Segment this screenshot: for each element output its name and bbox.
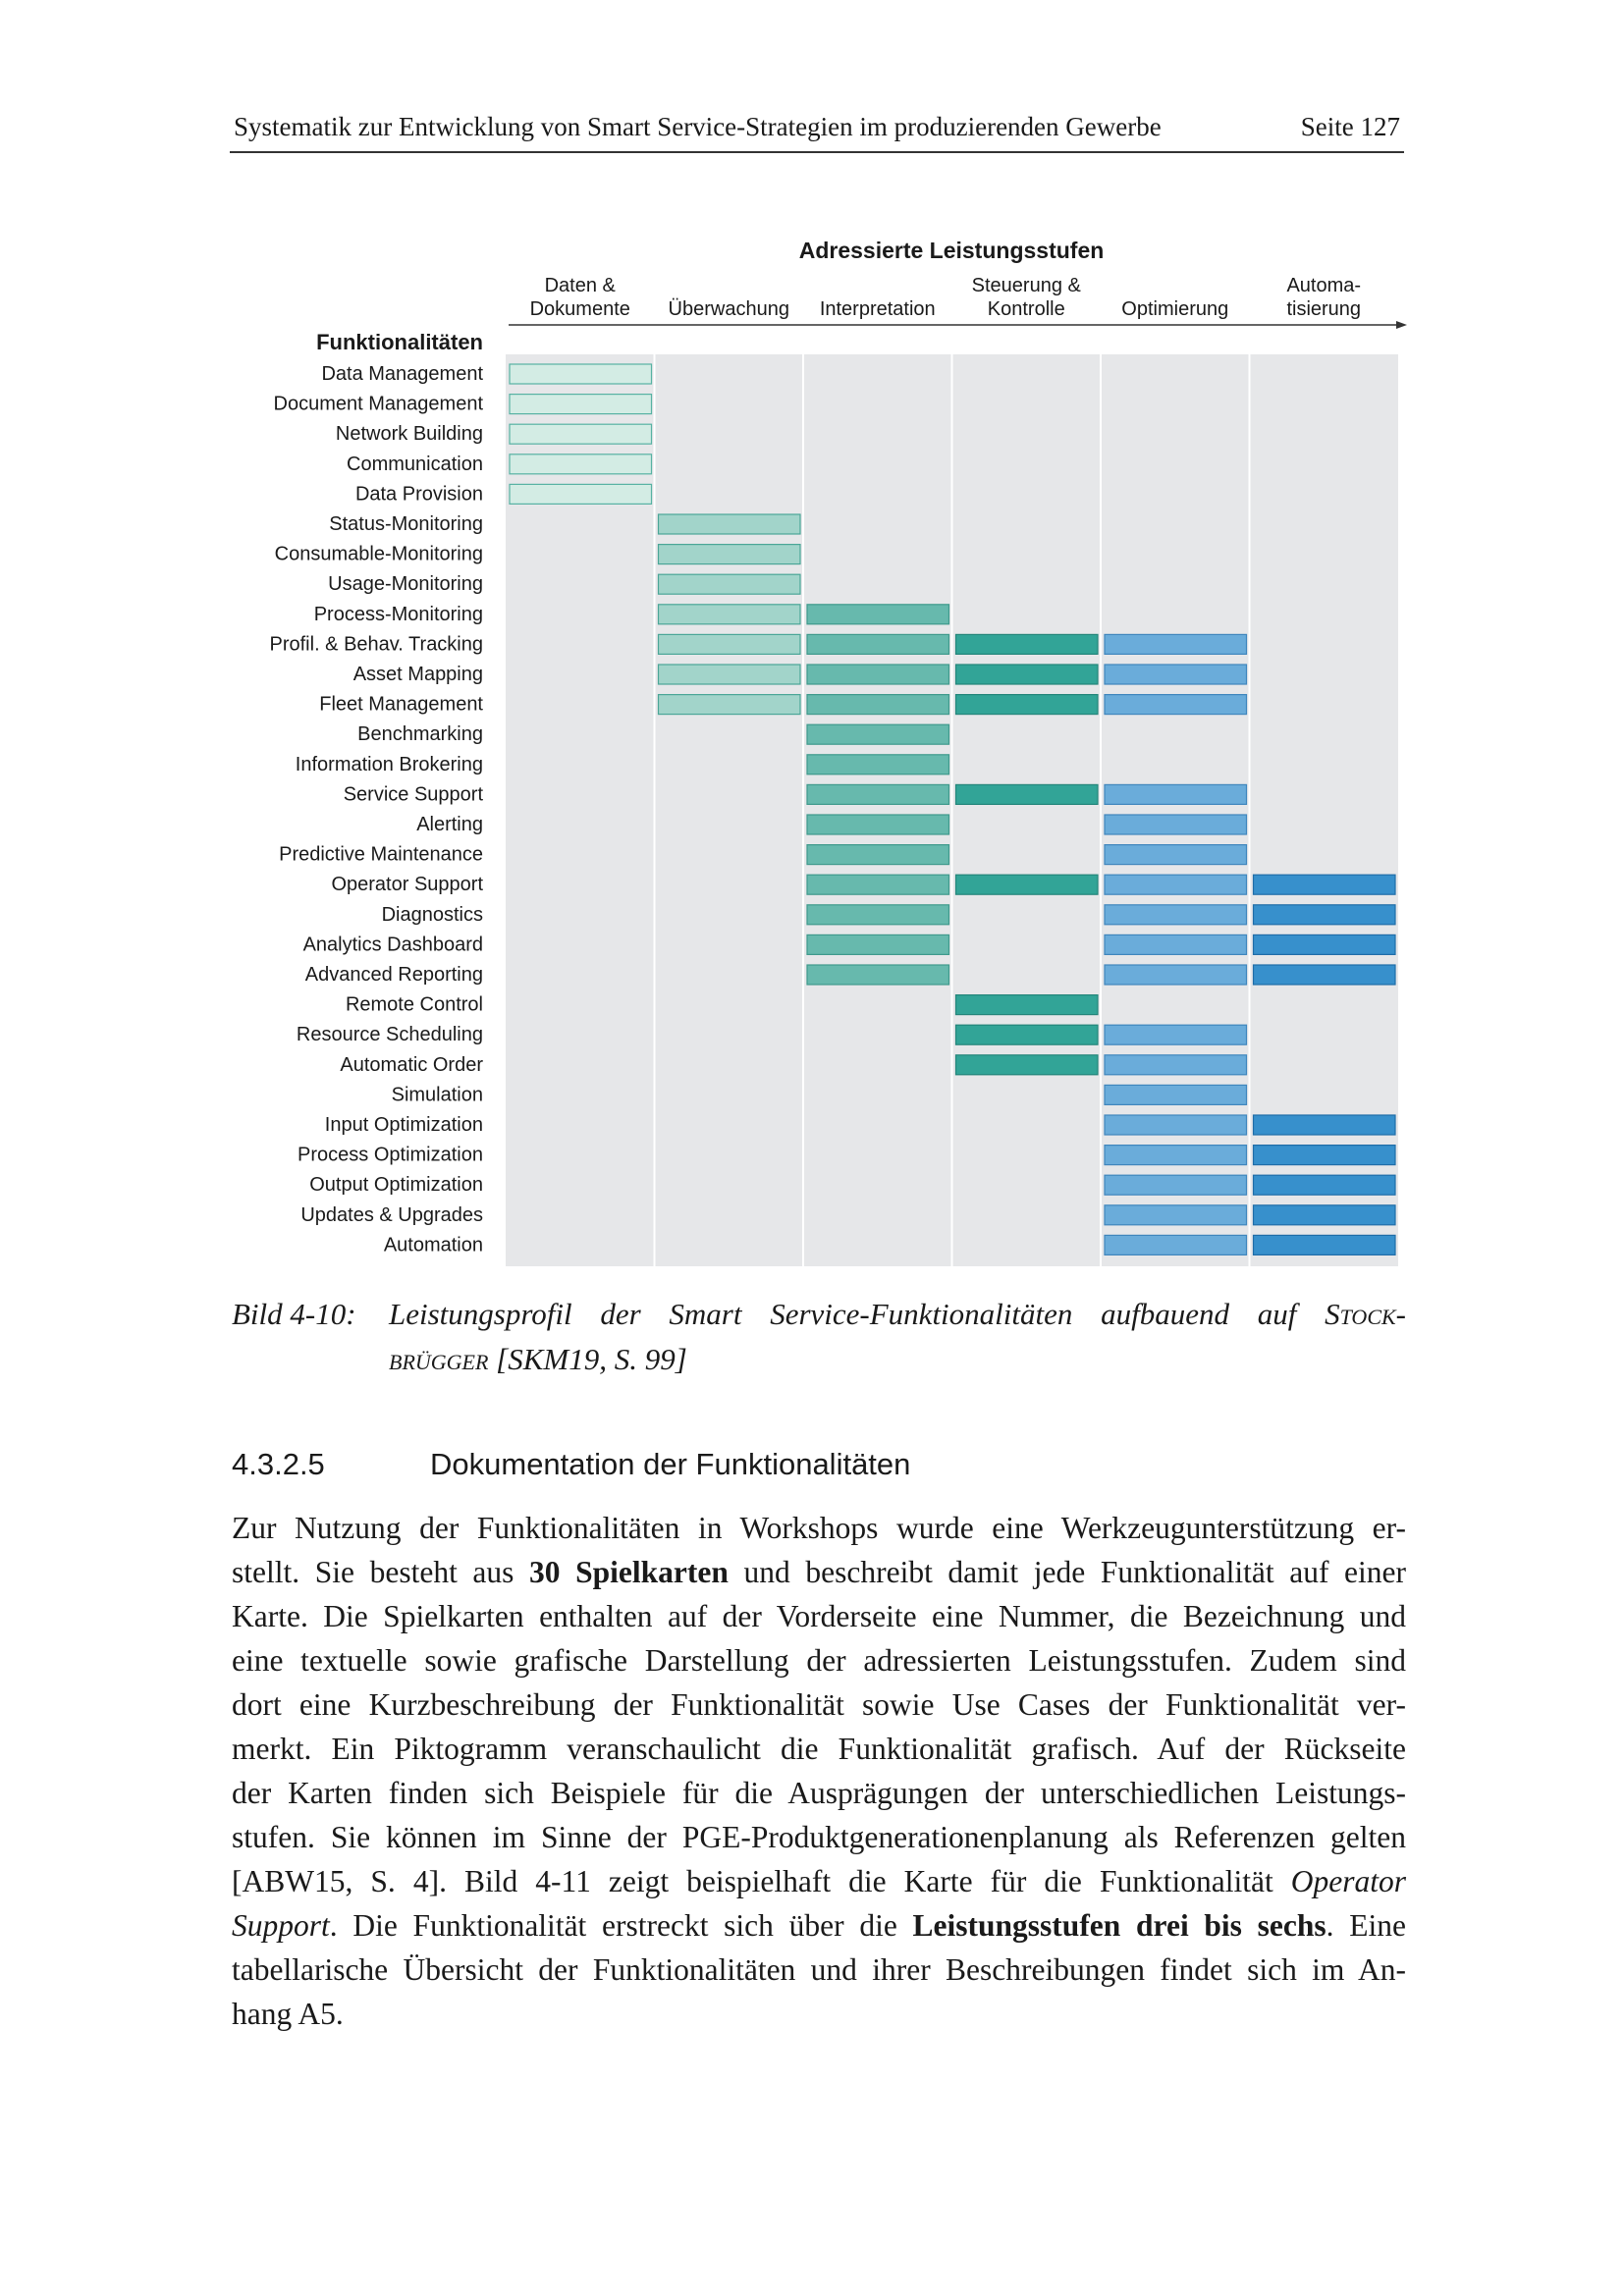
row-label: Process Optimization <box>298 1144 483 1166</box>
body-text-run: stellt. Sie besteht aus <box>232 1555 530 1589</box>
column-header-line: Überwachung <box>668 298 789 320</box>
level-bar <box>956 784 1099 804</box>
level-bar <box>1105 905 1247 925</box>
level-bar <box>807 875 949 894</box>
body-line: Zur Nutzung der Funktionalitäten in Workshops wurde eine Werkzeugunterstützung er- <box>232 1511 1406 1545</box>
body-line: stufen. Sie können im Sinne der PGE-Produktgenerationenplanung als Referenzen gelten <box>232 1820 1406 1854</box>
body-text-run: . Eine <box>1326 1908 1406 1943</box>
body-line <box>232 1859 1406 1903</box>
body-line: der Karten finden sich Beispiele für die Ausprägungen der unterschiedlichen Leistungs- <box>232 1776 1406 1810</box>
level-bar <box>1254 1205 1396 1225</box>
row-label: Fleet Management <box>319 693 483 716</box>
row-label: Document Management <box>273 393 483 415</box>
row-label: Service Support <box>343 783 483 806</box>
level-bar <box>510 424 652 444</box>
body-italic-run: Support <box>232 1908 330 1943</box>
body-line: Karte. Die Spielkarten enthalten auf der Vorderseite eine Nummer, die Bezeichnung und <box>232 1599 1406 1633</box>
level-bar <box>956 1055 1099 1075</box>
body-text-run: [ABW15, S. 4]. Bild 4-11 zeigt beispielhaft die Karte für die Funktionalität <box>232 1864 1291 1898</box>
level-bar <box>1105 695 1247 715</box>
level-bar <box>956 695 1099 715</box>
level-bar <box>1254 934 1396 954</box>
level-bar <box>659 665 801 684</box>
row-label: Communication <box>347 453 483 475</box>
level-bar <box>1105 845 1247 865</box>
level-bar <box>1254 1115 1396 1135</box>
level-bar <box>1105 815 1247 834</box>
level-bar <box>807 634 949 654</box>
figure-performance-profile <box>230 224 1408 1274</box>
level-bar <box>1105 784 1247 804</box>
level-bar <box>510 364 652 384</box>
row-label: Remote Control <box>345 993 483 1016</box>
level-bar <box>1254 1175 1396 1195</box>
row-label: Asset Mapping <box>352 664 483 685</box>
level-bar <box>1254 875 1396 894</box>
column-header-line: Interpretation <box>819 298 936 320</box>
column-header-line: Daten & <box>544 275 616 296</box>
running-head-title: Systematik zur Entwicklung von Smart Service-Strategien im produzierenden Gewerbe <box>234 112 1162 141</box>
level-bar <box>956 995 1099 1015</box>
caption-line-2 <box>389 1337 687 1382</box>
level-bar <box>659 514 801 534</box>
axis-arrowhead <box>1396 321 1407 329</box>
level-bar <box>1105 1146 1247 1165</box>
body-line: dort eine Kurzbeschreibung der Funktionalität sowie Use Cases der Funktionalität ver- <box>232 1687 1406 1722</box>
level-bar <box>807 665 949 684</box>
caption-label: Bild 4-10: <box>232 1297 356 1331</box>
level-bar <box>659 695 801 715</box>
level-bar <box>1105 1235 1247 1255</box>
level-bar <box>1105 1025 1247 1044</box>
row-label: Consumable-Monitoring <box>274 543 483 565</box>
row-label: Updates & Upgrades <box>300 1203 483 1226</box>
column-header-line: Dokumente <box>529 298 630 320</box>
row-label: Data Provision <box>354 483 483 506</box>
level-bar <box>807 755 949 774</box>
level-bar <box>1254 965 1396 985</box>
row-label: Data Management <box>321 363 483 385</box>
body-text-run: und beschreibt damit jede Funktionalität auf einer <box>728 1555 1406 1589</box>
level-bar <box>807 934 949 954</box>
caption-text: Leistungsprofil der Smart Service-Funktionalitäten aufbauend auf <box>389 1297 1326 1331</box>
row-label: Process-Monitoring <box>313 603 483 625</box>
level-bar <box>1105 634 1247 654</box>
body-bold-run: Leistungsstufen drei bis sechs <box>912 1908 1326 1943</box>
caption-line-1 <box>389 1292 1406 1337</box>
section-number: 4.3.2.5 <box>232 1447 325 1481</box>
column-header-line: Automa- <box>1286 275 1362 296</box>
level-bar <box>956 1025 1099 1044</box>
level-bar <box>510 484 652 504</box>
body-line <box>232 1903 1406 1948</box>
body-line: merkt. Ein Piktogramm veranschaulicht die Funktionalität grafisch. Auf der Rückseite <box>232 1732 1406 1766</box>
caption-author-part1: Stock- <box>1325 1297 1406 1331</box>
row-label: Automatic Order <box>340 1053 483 1076</box>
row-label: Simulation <box>391 1084 483 1106</box>
row-label: Output Optimization <box>309 1174 483 1197</box>
level-bar <box>1105 1055 1247 1075</box>
row-label: Advanced Reporting <box>304 964 483 986</box>
level-bar <box>807 815 949 834</box>
body-paragraph <box>232 1506 1406 2036</box>
body-line <box>232 1550 1406 1594</box>
row-label: Status-Monitoring <box>329 513 483 535</box>
row-label: Analytics Dashboard <box>302 934 483 956</box>
row-label: Diagnostics <box>381 903 483 926</box>
chart-title: Adressierte Leistungsstufen <box>798 238 1105 263</box>
level-bar <box>1105 1175 1247 1195</box>
level-bar <box>1105 934 1247 954</box>
column-header-line: Steuerung & <box>971 275 1081 296</box>
row-label: Benchmarking <box>357 723 483 746</box>
body-line: tabellarische Übersicht der Funktionalitäten und ihrer Beschreibungen findet sich im An- <box>232 1952 1406 1987</box>
level-bar <box>1105 1115 1247 1135</box>
row-label: Input Optimization <box>324 1114 483 1136</box>
level-bar <box>1105 875 1247 894</box>
row-header: Funktionalitäten <box>316 330 483 354</box>
body-line: eine textuelle sowie grafische Darstellung der adressierten Leistungsstufen. Zudem sind <box>232 1643 1406 1678</box>
row-label: Operator Support <box>331 874 483 896</box>
body-bold-run: 30 Spielkarten <box>529 1555 729 1589</box>
body-line: hang A5. <box>232 1997 344 2031</box>
level-bar <box>807 965 949 985</box>
level-bar <box>807 695 949 715</box>
row-label: Predictive Maintenance <box>279 843 483 866</box>
level-bar <box>1254 1235 1396 1255</box>
column-header-line: tisierung <box>1286 298 1362 320</box>
level-bar <box>807 845 949 865</box>
body-italic-run: Operator <box>1290 1864 1406 1898</box>
column-header-line: Kontrolle <box>987 298 1065 320</box>
level-bar <box>956 875 1099 894</box>
row-label: Information Brokering <box>295 753 483 775</box>
caption-reference: [SKM19, S. 99] <box>488 1342 687 1376</box>
row-label: Alerting <box>416 814 483 835</box>
level-bar <box>510 454 652 474</box>
column-header-line: Optimierung <box>1121 298 1229 320</box>
row-label: Resource Scheduling <box>296 1024 483 1046</box>
level-bar <box>659 545 801 564</box>
level-bar <box>510 395 652 414</box>
body-text-run: . Die Funktionalität erstreckt sich über die <box>329 1908 913 1943</box>
level-bar <box>807 784 949 804</box>
level-bar <box>659 605 801 624</box>
level-bar <box>807 605 949 624</box>
level-bar <box>659 634 801 654</box>
page-number: Seite 127 <box>1300 112 1400 141</box>
section-title: Dokumentation der Funktionalitäten <box>430 1447 911 1481</box>
level-bar <box>1254 1146 1396 1165</box>
level-bar <box>1105 1205 1247 1225</box>
level-bar <box>1105 665 1247 684</box>
performance-profile-chart <box>230 224 1408 1274</box>
level-bar <box>956 634 1099 654</box>
running-head <box>230 108 1404 153</box>
row-label: Automation <box>383 1234 483 1256</box>
row-label: Usage-Monitoring <box>328 573 483 596</box>
level-bar <box>807 905 949 925</box>
level-bar <box>807 724 949 744</box>
row-label: Network Building <box>335 423 483 446</box>
row-label: Profil. & Behav. Tracking <box>269 633 483 656</box>
level-bar <box>1254 905 1396 925</box>
level-bar <box>1105 1085 1247 1104</box>
level-bar <box>956 665 1099 684</box>
level-bar <box>1105 965 1247 985</box>
level-bar <box>659 574 801 594</box>
caption-author-part2: brügger <box>389 1342 489 1376</box>
